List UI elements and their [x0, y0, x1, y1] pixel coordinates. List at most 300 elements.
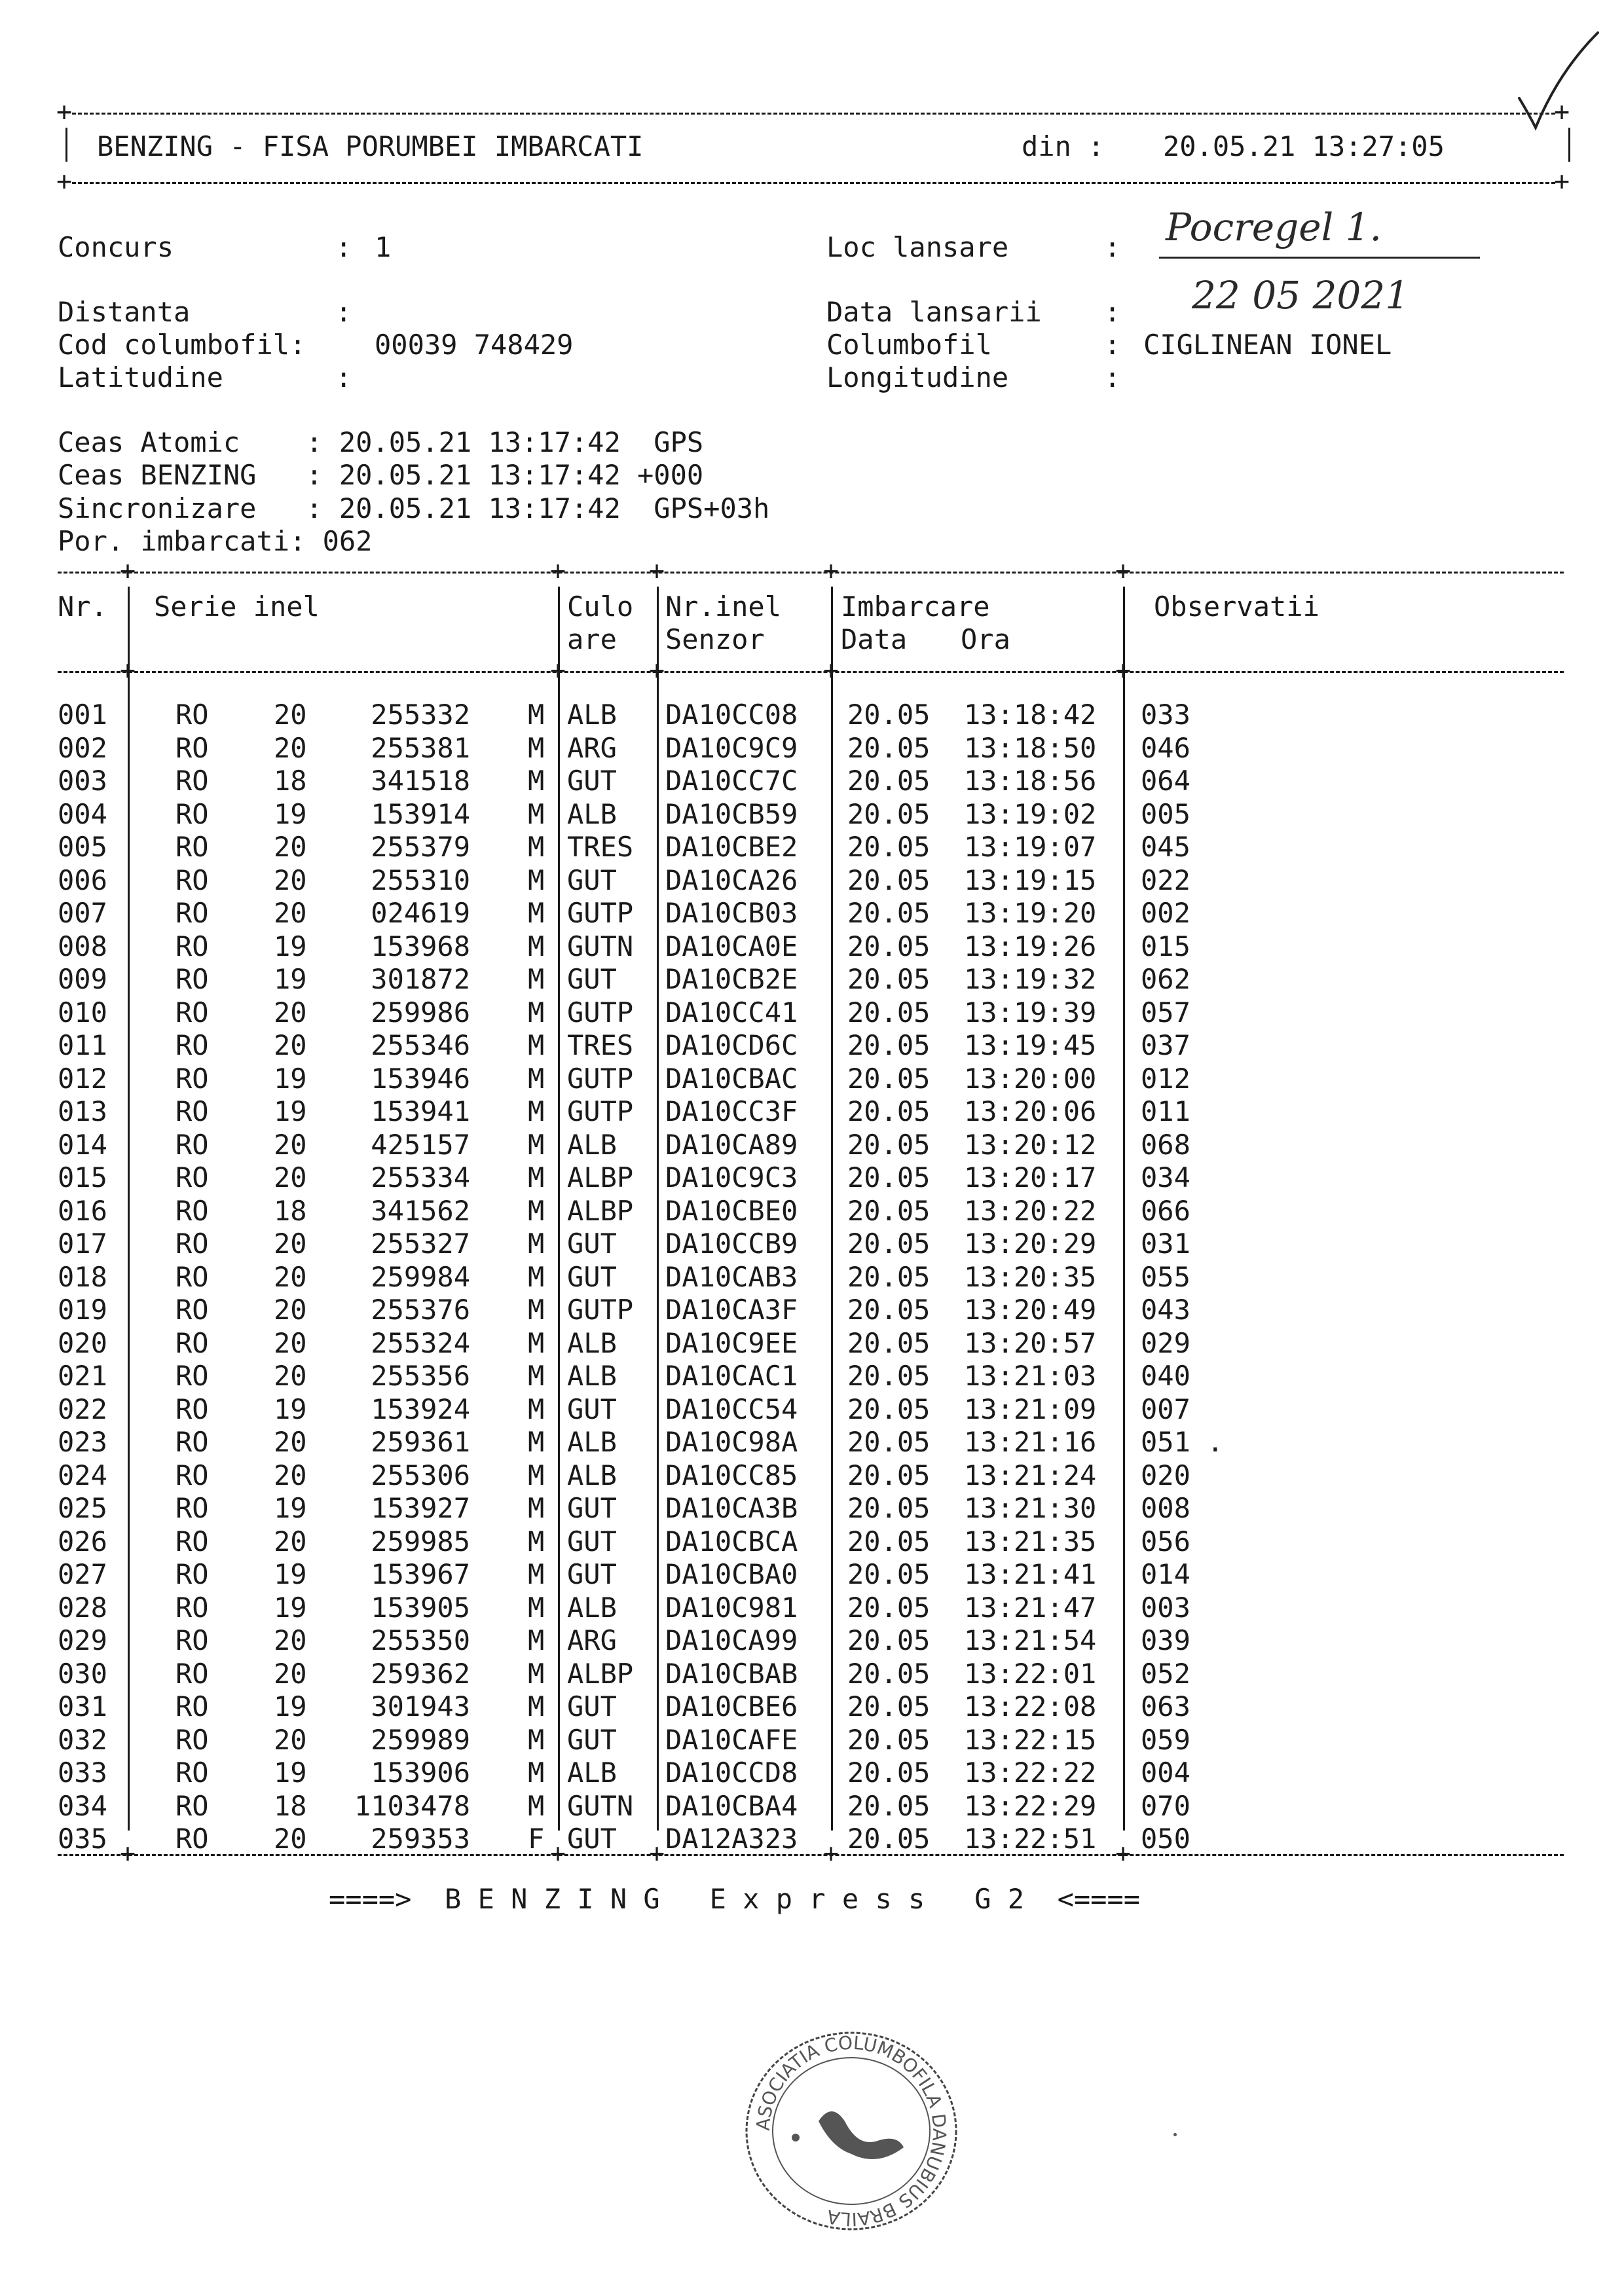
row-country: RO [175, 1062, 209, 1095]
row-sensor: DA10CA3B [665, 1492, 798, 1524]
row-sensor: DA10CB03 [665, 897, 798, 929]
corner-mark: + [823, 556, 840, 586]
row-nr: 005 [58, 831, 107, 863]
row-observation: 066 [1141, 1194, 1190, 1227]
row-date: 20.05 [847, 1591, 931, 1624]
row-observation: 051 . [1141, 1426, 1224, 1458]
row-year: 18 [274, 765, 307, 797]
row-date: 20.05 [847, 831, 931, 863]
footer-brand: ====> B E N Z I N G E x p r e s s G 2 <==== [329, 1883, 1141, 1915]
col-header-nr-inel: Nr.inel [665, 591, 782, 623]
row-year: 19 [274, 1062, 307, 1095]
row-sensor: DA12A323 [665, 1823, 798, 1855]
col-header-culoare-2: are [567, 623, 617, 655]
row-color: GUT [567, 1723, 617, 1756]
row-date: 20.05 [847, 864, 931, 896]
row-sex: M [528, 1260, 545, 1293]
row-year: 18 [274, 1789, 307, 1822]
din-label: din : [1022, 130, 1105, 162]
row-time: 13:21:24 [964, 1459, 1097, 1491]
row-observation: 055 [1141, 1260, 1190, 1293]
row-sensor: DA10C98A [665, 1426, 798, 1458]
longitudine-sep: : [1104, 361, 1121, 393]
row-year: 20 [274, 996, 307, 1029]
row-ring-number: 153927 [371, 1492, 470, 1524]
columbofil-value: CIGLINEAN IONEL [1143, 329, 1392, 361]
row-color: ALBP [567, 1657, 634, 1690]
row-color: ALB [567, 699, 617, 731]
row-sensor: DA10CC54 [665, 1393, 798, 1425]
column-line [128, 587, 130, 1831]
row-country: RO [175, 1029, 209, 1061]
longitudine-label: Longitudine [826, 361, 1009, 393]
row-sex: M [528, 1161, 545, 1194]
row-sex: M [528, 996, 545, 1029]
latitudine-sep: : [335, 361, 352, 393]
row-nr: 033 [58, 1757, 107, 1789]
row-observation: 003 [1141, 1591, 1190, 1624]
row-time: 13:21:03 [964, 1360, 1097, 1392]
row-year: 19 [274, 963, 307, 995]
col-header-nr: Nr. [58, 591, 107, 623]
row-ring-number: 259361 [371, 1426, 470, 1458]
row-time: 13:21:30 [964, 1492, 1097, 1524]
row-nr: 004 [58, 797, 107, 830]
row-year: 20 [274, 1360, 307, 1392]
row-nr: 015 [58, 1161, 107, 1194]
row-year: 20 [274, 1260, 307, 1293]
row-color: GUTP [567, 1095, 634, 1127]
row-ring-number: 301872 [371, 963, 470, 995]
row-sensor: DA10CA99 [665, 1624, 798, 1656]
row-country: RO [175, 996, 209, 1029]
row-time: 13:22:08 [964, 1690, 1097, 1722]
row-nr: 006 [58, 864, 107, 896]
row-ring-number: 255350 [371, 1624, 470, 1656]
row-nr: 019 [58, 1294, 107, 1326]
row-year: 18 [274, 1194, 307, 1227]
row-observation: 029 [1141, 1326, 1190, 1359]
row-time: 13:21:47 [964, 1591, 1097, 1624]
row-year: 20 [274, 1525, 307, 1558]
corner-mark: + [823, 1838, 840, 1868]
columbofil-label: Columbofil [826, 329, 992, 361]
row-country: RO [175, 1260, 209, 1293]
row-ring-number: 153967 [371, 1558, 470, 1590]
row-date: 20.05 [847, 1823, 931, 1855]
row-sensor: DA10CB2E [665, 963, 798, 995]
row-year: 19 [274, 1492, 307, 1524]
loc-lansare-handwritten: Pocregel 1. [1166, 205, 1382, 249]
row-sensor: DA10CC08 [665, 699, 798, 731]
row-date: 20.05 [847, 1426, 931, 1458]
row-observation: 002 [1141, 897, 1190, 929]
row-sensor: DA10CA0E [665, 930, 798, 962]
row-color: GUTP [567, 996, 634, 1029]
row-observation: 059 [1141, 1723, 1190, 1756]
row-ring-number: 301943 [371, 1690, 470, 1722]
row-observation: 037 [1141, 1029, 1190, 1061]
ceas-benzing-line: Ceas BENZING : 20.05.21 13:17:42 +000 [58, 459, 704, 491]
row-country: RO [175, 1558, 209, 1590]
corner-mark: + [1554, 97, 1570, 127]
row-country: RO [175, 1723, 209, 1756]
row-country: RO [175, 1823, 209, 1855]
row-ring-number: 255356 [371, 1360, 470, 1392]
row-date: 20.05 [847, 1128, 931, 1161]
row-observation: 064 [1141, 765, 1190, 797]
header-separator [58, 671, 1564, 673]
row-nr: 028 [58, 1591, 107, 1624]
row-ring-number: 153941 [371, 1095, 470, 1127]
row-date: 20.05 [847, 1657, 931, 1690]
row-nr: 016 [58, 1194, 107, 1227]
row-year: 20 [274, 1723, 307, 1756]
row-observation: 015 [1141, 930, 1190, 962]
corner-mark: + [823, 655, 840, 685]
row-sensor: DA10CA89 [665, 1128, 798, 1161]
row-ring-number: 255306 [371, 1459, 470, 1491]
row-ring-number: 259362 [371, 1657, 470, 1690]
row-color: ARG [567, 731, 617, 764]
row-time: 13:19:15 [964, 864, 1097, 896]
row-nr: 012 [58, 1062, 107, 1095]
row-time: 13:21:35 [964, 1525, 1097, 1558]
row-sex: M [528, 1690, 545, 1722]
row-sensor: DA10C981 [665, 1591, 798, 1624]
row-nr: 002 [58, 731, 107, 764]
row-sex: M [528, 1095, 545, 1127]
row-country: RO [175, 1690, 209, 1722]
row-date: 20.05 [847, 1095, 931, 1127]
row-sex: M [528, 1459, 545, 1491]
row-sensor: DA10CAB3 [665, 1260, 798, 1293]
row-sex: M [528, 897, 545, 929]
row-year: 19 [274, 797, 307, 830]
row-time: 13:20:22 [964, 1194, 1097, 1227]
row-time: 13:21:09 [964, 1393, 1097, 1425]
row-nr: 023 [58, 1426, 107, 1458]
row-sensor: DA10C9C3 [665, 1161, 798, 1194]
row-color: GUT [567, 765, 617, 797]
row-ring-number: 153905 [371, 1591, 470, 1624]
row-time: 13:18:42 [964, 699, 1097, 731]
row-year: 20 [274, 1624, 307, 1656]
row-time: 13:20:57 [964, 1326, 1097, 1359]
row-sex: M [528, 797, 545, 830]
sincronizare-line: Sincronizare : 20.05.21 13:17:42 GPS+03h [58, 492, 770, 524]
row-observation: 008 [1141, 1492, 1190, 1524]
corner-mark: + [1115, 1838, 1132, 1868]
row-observation: 056 [1141, 1525, 1190, 1558]
row-sex: M [528, 1194, 545, 1227]
row-nr: 031 [58, 1690, 107, 1722]
row-country: RO [175, 897, 209, 929]
row-time: 13:20:00 [964, 1062, 1097, 1095]
column-line [657, 587, 659, 1831]
row-sensor: DA10CBE6 [665, 1690, 798, 1722]
row-observation: 031 [1141, 1228, 1190, 1260]
row-country: RO [175, 1525, 209, 1558]
row-ring-number: 425157 [371, 1128, 470, 1161]
row-time: 13:18:56 [964, 765, 1097, 797]
row-year: 20 [274, 1128, 307, 1161]
row-nr: 022 [58, 1393, 107, 1425]
row-color: GUTP [567, 897, 634, 929]
row-sensor: DA10C9EE [665, 1326, 798, 1359]
row-sex: M [528, 1723, 545, 1756]
row-observation: 045 [1141, 831, 1190, 863]
row-sensor: DA10CB59 [665, 797, 798, 830]
row-ring-number: 153946 [371, 1062, 470, 1095]
row-time: 13:19:32 [964, 963, 1097, 995]
row-time: 13:20:17 [964, 1161, 1097, 1194]
row-time: 13:19:07 [964, 831, 1097, 863]
col-header-observatii: Observatii [1154, 591, 1320, 623]
row-sensor: DA10CBAB [665, 1657, 798, 1690]
signature-underline [1159, 257, 1480, 259]
row-year: 19 [274, 930, 307, 962]
row-nr: 030 [58, 1657, 107, 1690]
row-year: 19 [274, 1757, 307, 1789]
row-sex: M [528, 831, 545, 863]
row-ring-number: 259353 [371, 1823, 470, 1855]
row-time: 13:21:41 [964, 1558, 1097, 1590]
row-country: RO [175, 1624, 209, 1656]
table-bottom-rule [58, 1854, 1564, 1856]
corner-mark: + [550, 655, 566, 685]
row-year: 20 [274, 1161, 307, 1194]
row-date: 20.05 [847, 1161, 931, 1194]
concurs-label: Concurs [58, 231, 174, 263]
row-observation: 039 [1141, 1624, 1190, 1656]
row-sex: M [528, 1426, 545, 1458]
row-ring-number: 153924 [371, 1393, 470, 1425]
row-nr: 017 [58, 1228, 107, 1260]
row-date: 20.05 [847, 699, 931, 731]
row-time: 13:19:39 [964, 996, 1097, 1029]
row-color: ALB [567, 1459, 617, 1491]
row-ring-number: 153914 [371, 797, 470, 830]
row-ring-number: 255376 [371, 1294, 470, 1326]
row-time: 13:22:29 [964, 1789, 1097, 1822]
row-ring-number: 153968 [371, 930, 470, 962]
row-date: 20.05 [847, 1228, 931, 1260]
row-sex: M [528, 1228, 545, 1260]
corner-mark: + [120, 1838, 136, 1868]
row-country: RO [175, 963, 209, 995]
row-year: 20 [274, 897, 307, 929]
row-sensor: DA10CA3F [665, 1294, 798, 1326]
row-sex: M [528, 1326, 545, 1359]
row-observation: 005 [1141, 797, 1190, 830]
row-nr: 025 [58, 1492, 107, 1524]
row-sensor: DA10CBE2 [665, 831, 798, 863]
row-date: 20.05 [847, 1029, 931, 1061]
row-time: 13:19:26 [964, 930, 1097, 962]
row-color: ALB [567, 1326, 617, 1359]
row-date: 20.05 [847, 1360, 931, 1392]
row-year: 20 [274, 1459, 307, 1491]
row-sex: M [528, 930, 545, 962]
row-ring-number: 255334 [371, 1161, 470, 1194]
table-top-rule [58, 572, 1564, 574]
columbofil-sep: : [1104, 329, 1121, 361]
row-sensor: DA10CCB9 [665, 1228, 798, 1260]
row-ring-number: 259985 [371, 1525, 470, 1558]
row-ring-number: 259986 [371, 996, 470, 1029]
column-line [831, 587, 833, 1831]
row-color: GUT [567, 1228, 617, 1260]
row-date: 20.05 [847, 963, 931, 995]
row-year: 20 [274, 864, 307, 896]
row-observation: 011 [1141, 1095, 1190, 1127]
row-color: TRES [567, 831, 634, 863]
row-color: GUT [567, 963, 617, 995]
row-sensor: DA10CBA0 [665, 1558, 798, 1590]
stamp-text: ASOCIATIA COLUMBOFILA DANUBIUS BRAILA [752, 2032, 951, 2231]
row-year: 20 [274, 699, 307, 731]
row-time: 13:19:20 [964, 897, 1097, 929]
row-year: 20 [274, 731, 307, 764]
row-nr: 011 [58, 1029, 107, 1061]
row-nr: 009 [58, 963, 107, 995]
row-year: 20 [274, 1029, 307, 1061]
corner-mark: + [120, 655, 136, 685]
row-color: GUT [567, 1492, 617, 1524]
row-date: 20.05 [847, 1757, 931, 1789]
row-ring-number: 153906 [371, 1757, 470, 1789]
row-time: 13:18:50 [964, 731, 1097, 764]
row-color: GUT [567, 864, 617, 896]
row-color: GUT [567, 1260, 617, 1293]
row-country: RO [175, 1757, 209, 1789]
row-time: 13:19:45 [964, 1029, 1097, 1061]
corner-mark: + [1115, 556, 1132, 586]
row-ring-number: 259984 [371, 1260, 470, 1293]
row-time: 13:22:22 [964, 1757, 1097, 1789]
row-year: 19 [274, 1393, 307, 1425]
row-observation: 062 [1141, 963, 1190, 995]
row-ring-number: 1103478 [354, 1789, 470, 1822]
row-year: 19 [274, 1690, 307, 1722]
row-color: GUTN [567, 1789, 634, 1822]
row-ring-number: 259989 [371, 1723, 470, 1756]
divider-line [65, 128, 67, 162]
row-sex: M [528, 1757, 545, 1789]
corner-mark: + [120, 556, 136, 586]
row-sex: M [528, 1360, 545, 1392]
row-sex: M [528, 1128, 545, 1161]
row-year: 19 [274, 1558, 307, 1590]
row-sex: M [528, 1525, 545, 1558]
row-ring-number: 341562 [371, 1194, 470, 1227]
row-observation: 068 [1141, 1128, 1190, 1161]
row-sensor: DA10CC85 [665, 1459, 798, 1491]
row-sensor: DA10CCD8 [665, 1757, 798, 1789]
din-value: 20.05.21 13:27:05 [1163, 130, 1445, 162]
row-sensor: DA10CC41 [665, 996, 798, 1029]
divider-line [72, 113, 1555, 115]
row-date: 20.05 [847, 731, 931, 764]
column-line [1123, 587, 1125, 1831]
row-country: RO [175, 1161, 209, 1194]
distanta-label: Distanta [58, 296, 191, 328]
row-ring-number: 255379 [371, 831, 470, 863]
corner-mark: + [550, 556, 566, 586]
row-year: 19 [274, 1095, 307, 1127]
row-time: 13:22:01 [964, 1657, 1097, 1690]
row-country: RO [175, 1591, 209, 1624]
divider-line [72, 182, 1555, 184]
row-date: 20.05 [847, 765, 931, 797]
row-country: RO [175, 731, 209, 764]
col-header-culoare: Culo [567, 591, 634, 623]
row-date: 20.05 [847, 1558, 931, 1590]
row-country: RO [175, 930, 209, 962]
row-year: 20 [274, 1228, 307, 1260]
row-observation: 070 [1141, 1789, 1190, 1822]
row-sex: M [528, 1029, 545, 1061]
row-ring-number: 255327 [371, 1228, 470, 1260]
speck-mark [1173, 2133, 1177, 2136]
row-year: 20 [274, 1823, 307, 1855]
row-color: ALB [567, 797, 617, 830]
row-nr: 032 [58, 1723, 107, 1756]
row-color: GUTN [567, 930, 634, 962]
row-time: 13:20:06 [964, 1095, 1097, 1127]
row-nr: 014 [58, 1128, 107, 1161]
row-observation: 034 [1141, 1161, 1190, 1194]
latitudine-label: Latitudine [58, 361, 223, 393]
row-country: RO [175, 765, 209, 797]
row-date: 20.05 [847, 1459, 931, 1491]
row-date: 20.05 [847, 1690, 931, 1722]
row-color: ALB [567, 1757, 617, 1789]
row-year: 20 [274, 831, 307, 863]
row-date: 20.05 [847, 1326, 931, 1359]
row-date: 20.05 [847, 1525, 931, 1558]
row-country: RO [175, 797, 209, 830]
row-date: 20.05 [847, 1294, 931, 1326]
row-sex: M [528, 1624, 545, 1656]
row-date: 20.05 [847, 1624, 931, 1656]
data-lansarii-sep: : [1104, 296, 1121, 328]
col-header-ora: Ora [961, 623, 1010, 655]
row-year: 19 [274, 1591, 307, 1624]
row-sex: M [528, 1591, 545, 1624]
row-ring-number: 255310 [371, 864, 470, 896]
concurs-sep: : [335, 231, 352, 263]
row-sex: M [528, 1393, 545, 1425]
row-country: RO [175, 864, 209, 896]
row-observation: 022 [1141, 864, 1190, 896]
row-color: GUT [567, 1525, 617, 1558]
row-time: 13:20:29 [964, 1228, 1097, 1260]
row-ring-number: 255332 [371, 699, 470, 731]
row-ring-number: 341518 [371, 765, 470, 797]
row-ring-number: 255324 [371, 1326, 470, 1359]
row-date: 20.05 [847, 897, 931, 929]
row-sensor: DA10CC7C [665, 765, 798, 797]
col-header-imbarcare: Imbarcare [841, 591, 990, 623]
loc-lansare-label: Loc lansare [826, 231, 1009, 263]
concurs-value: 1 [375, 231, 392, 263]
row-sensor: DA10CC3F [665, 1095, 798, 1127]
row-country: RO [175, 1393, 209, 1425]
row-color: ALBP [567, 1194, 634, 1227]
association-stamp-icon [733, 2023, 969, 2239]
